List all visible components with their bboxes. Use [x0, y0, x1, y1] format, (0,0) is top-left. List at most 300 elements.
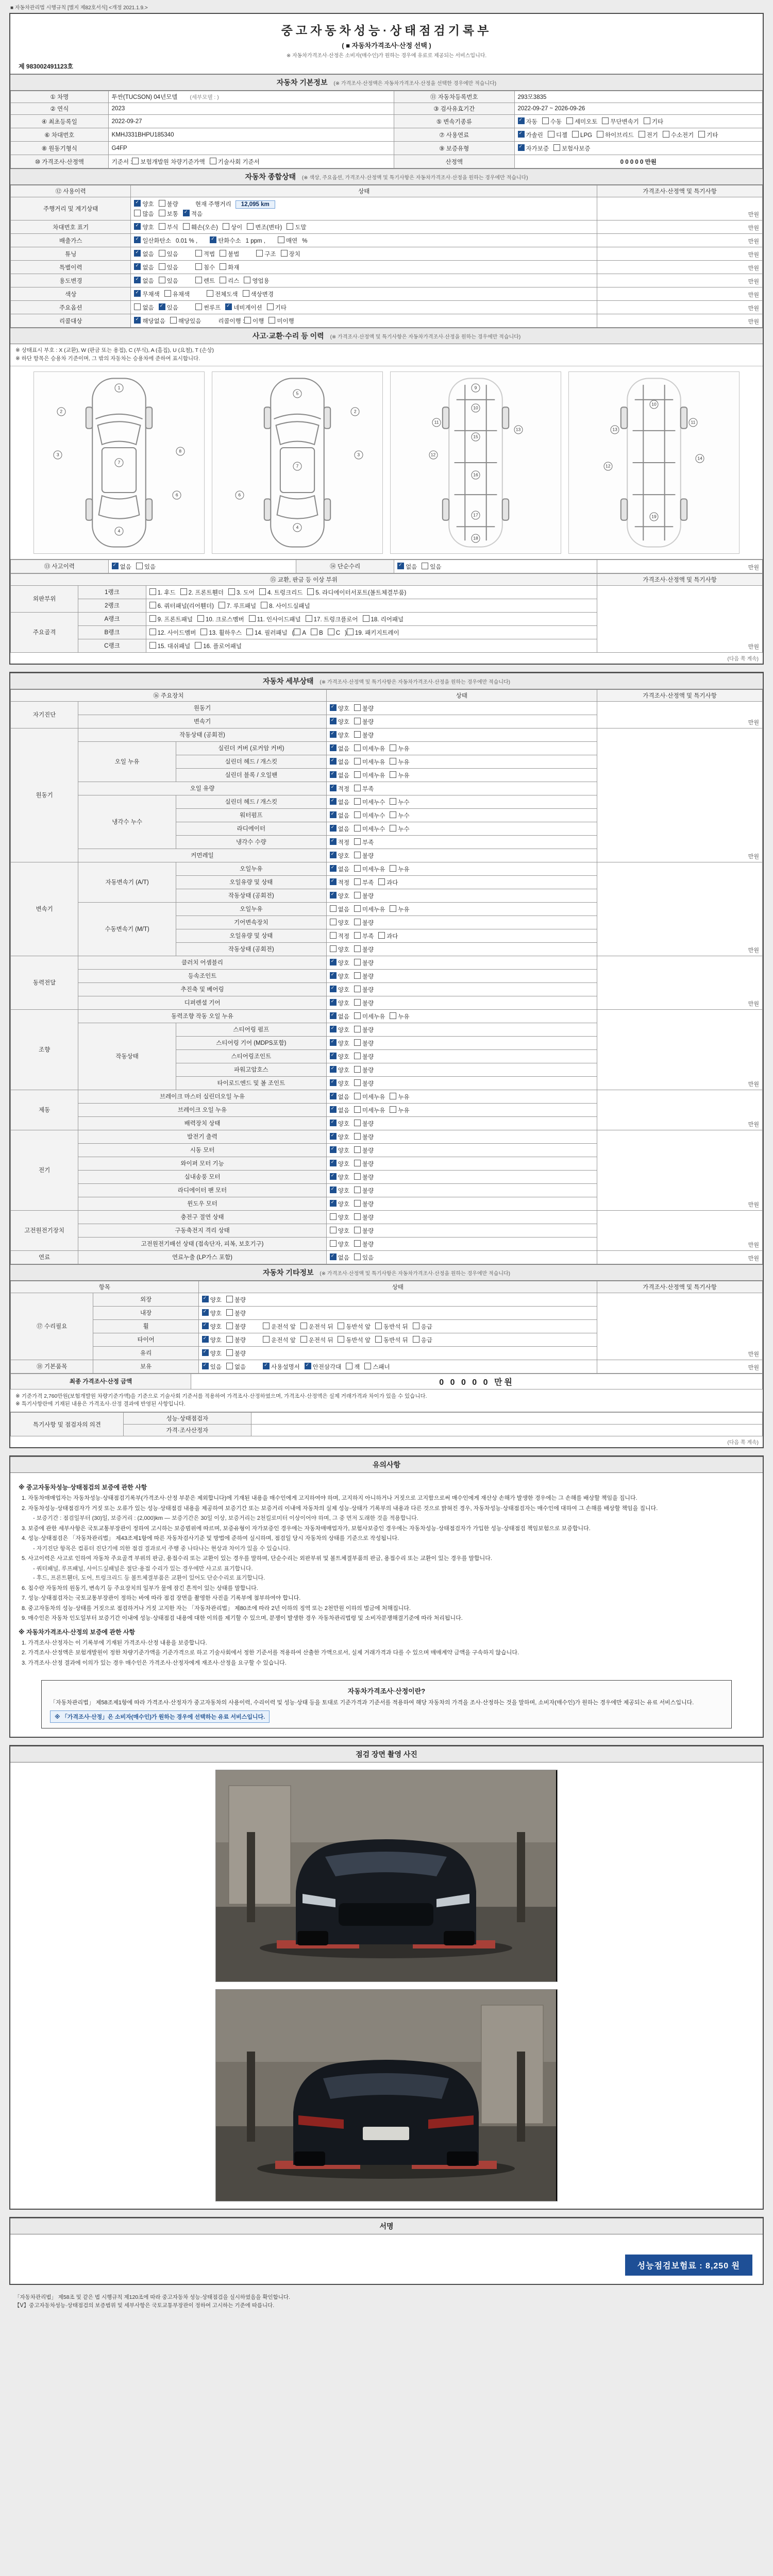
checkbox-icon[interactable] [183, 223, 190, 230]
checkbox-checked-icon[interactable] [134, 263, 141, 270]
checkbox-option[interactable] [354, 998, 374, 1007]
checkbox-icon[interactable] [354, 811, 361, 818]
checkbox-icon[interactable] [354, 1227, 361, 1233]
checkbox-option[interactable] [338, 1322, 371, 1331]
checkbox-option[interactable] [553, 144, 591, 152]
checkbox-checked-icon[interactable] [134, 317, 141, 324]
checkbox-option[interactable] [354, 1079, 374, 1088]
checkbox-option[interactable] [134, 249, 154, 258]
checkbox-option[interactable] [354, 811, 385, 820]
checkbox-option[interactable] [226, 1349, 246, 1358]
checkbox-option[interactable] [330, 771, 349, 779]
checkbox-checked-icon[interactable] [202, 1296, 209, 1302]
checkbox-checked-icon[interactable] [210, 236, 216, 243]
checkbox-option[interactable] [354, 757, 385, 766]
checkbox-option[interactable] [268, 316, 294, 325]
checkbox-option[interactable] [330, 1012, 349, 1021]
checkbox-icon[interactable] [197, 615, 204, 622]
checkbox-icon[interactable] [354, 731, 361, 738]
checkbox-icon[interactable] [548, 131, 554, 138]
checkbox-option[interactable] [244, 276, 269, 285]
checkbox-option[interactable] [663, 130, 694, 139]
checkbox-option[interactable] [225, 303, 262, 312]
checkbox-option[interactable] [354, 945, 374, 954]
checkbox-checked-icon[interactable] [330, 1160, 337, 1166]
checkbox-checked-icon[interactable] [134, 250, 141, 257]
checkbox-icon[interactable] [164, 290, 171, 297]
checkbox-checked-icon[interactable] [330, 972, 337, 979]
checkbox-option[interactable] [330, 851, 349, 860]
checkbox-checked-icon[interactable] [330, 986, 337, 992]
checkbox-icon[interactable] [354, 771, 361, 778]
checkbox-icon[interactable] [307, 588, 314, 595]
checkbox-option[interactable] [330, 958, 349, 967]
checkbox-option[interactable] [330, 1213, 349, 1222]
checkbox-icon[interactable] [413, 1323, 419, 1329]
checkbox-option[interactable] [183, 223, 218, 231]
checkbox-option[interactable] [330, 878, 349, 887]
checkbox-option[interactable] [354, 798, 385, 806]
checkbox-checked-icon[interactable] [202, 1336, 209, 1343]
checkbox-option[interactable] [364, 1362, 390, 1371]
checkbox-option[interactable] [330, 798, 349, 806]
checkbox-option[interactable] [597, 130, 634, 139]
checkbox-option[interactable] [390, 1092, 409, 1101]
checkbox-icon[interactable] [553, 144, 560, 151]
checkbox-icon[interactable] [363, 615, 369, 622]
checkbox-option[interactable] [226, 1295, 246, 1304]
checkbox-icon[interactable] [330, 905, 337, 912]
checkbox-option[interactable] [354, 1092, 385, 1101]
checkbox-option[interactable] [330, 998, 349, 1007]
checkbox-icon[interactable] [220, 250, 226, 257]
checkbox-icon[interactable] [354, 852, 361, 858]
checkbox-option[interactable] [210, 157, 260, 166]
checkbox-icon[interactable] [354, 825, 361, 832]
checkbox-icon[interactable] [306, 615, 312, 622]
checkbox-option[interactable] [330, 811, 349, 820]
checkbox-icon[interactable] [330, 1227, 337, 1233]
checkbox-checked-icon[interactable] [330, 865, 337, 872]
checkbox-checked-icon[interactable] [112, 563, 119, 569]
checkbox-icon[interactable] [159, 250, 165, 257]
checkbox-option[interactable] [134, 263, 154, 272]
checkbox-icon[interactable] [226, 1296, 233, 1302]
checkbox-option[interactable] [247, 223, 282, 231]
checkbox-option[interactable] [311, 628, 323, 636]
checkbox-option[interactable] [159, 249, 178, 258]
checkbox-icon[interactable] [566, 117, 573, 124]
checkbox-option[interactable] [134, 223, 154, 231]
checkbox-icon[interactable] [132, 158, 139, 164]
checkbox-option[interactable] [149, 641, 191, 650]
checkbox-icon[interactable] [330, 1240, 337, 1247]
checkbox-icon[interactable] [210, 158, 216, 164]
checkbox-option[interactable] [354, 824, 385, 833]
checkbox-option[interactable] [354, 1106, 385, 1114]
checkbox-option[interactable] [330, 1065, 349, 1074]
checkbox-checked-icon[interactable] [330, 1039, 337, 1046]
checkbox-option[interactable] [287, 223, 306, 231]
checkbox-icon[interactable] [354, 1079, 361, 1086]
checkbox-option[interactable] [330, 1119, 349, 1128]
checkbox-option[interactable] [226, 1322, 246, 1331]
checkbox-checked-icon[interactable] [134, 236, 141, 243]
checkbox-option[interactable] [330, 1173, 349, 1181]
checkbox-icon[interactable] [311, 629, 317, 635]
checkbox-icon[interactable] [249, 615, 256, 622]
checkbox-icon[interactable] [390, 1106, 396, 1113]
checkbox-option[interactable] [330, 824, 349, 833]
checkbox-option[interactable] [159, 209, 178, 218]
checkbox-option[interactable] [170, 316, 201, 325]
checkbox-icon[interactable] [602, 117, 609, 124]
checkbox-option[interactable] [164, 290, 190, 298]
checkbox-option[interactable] [330, 1186, 349, 1195]
checkbox-option[interactable] [330, 1253, 349, 1262]
checkbox-option[interactable] [354, 1253, 374, 1262]
checkbox-option[interactable] [518, 144, 549, 152]
checkbox-option[interactable] [330, 731, 349, 739]
checkbox-option[interactable] [134, 316, 165, 325]
checkbox-checked-icon[interactable] [263, 1363, 270, 1369]
checkbox-option[interactable] [330, 704, 349, 713]
checkbox-checked-icon[interactable] [330, 1173, 337, 1180]
checkbox-option[interactable] [390, 771, 409, 779]
checkbox-icon[interactable] [354, 892, 361, 899]
checkbox-icon[interactable] [390, 1093, 396, 1099]
checkbox-option[interactable] [330, 1199, 349, 1208]
checkbox-icon[interactable] [354, 1200, 361, 1207]
checkbox-option[interactable] [330, 1106, 349, 1114]
checkbox-icon[interactable] [346, 1363, 352, 1369]
checkbox-option[interactable] [136, 562, 156, 571]
checkbox-option[interactable] [542, 117, 562, 126]
checkbox-option[interactable] [518, 130, 543, 139]
checkbox-icon[interactable] [195, 263, 202, 270]
checkbox-option[interactable] [220, 276, 239, 285]
checkbox-icon[interactable] [597, 131, 603, 138]
checkbox-icon[interactable] [300, 1336, 307, 1343]
checkbox-icon[interactable] [330, 932, 337, 939]
checkbox-option[interactable] [226, 1309, 246, 1317]
checkbox-icon[interactable] [354, 972, 361, 979]
checkbox-icon[interactable] [354, 1253, 361, 1260]
checkbox-option[interactable] [347, 628, 399, 637]
checkbox-icon[interactable] [330, 919, 337, 925]
checkbox-option[interactable] [294, 628, 306, 636]
checkbox-icon[interactable] [223, 223, 229, 230]
checkbox-option[interactable] [566, 117, 597, 126]
checkbox-icon[interactable] [542, 117, 549, 124]
checkbox-icon[interactable] [149, 588, 156, 595]
checkbox-option[interactable] [390, 905, 409, 913]
checkbox-icon[interactable] [243, 290, 249, 297]
checkbox-icon[interactable] [390, 905, 396, 912]
checkbox-option[interactable] [330, 1240, 349, 1248]
checkbox-option[interactable] [226, 1362, 246, 1371]
checkbox-option[interactable] [390, 744, 409, 753]
checkbox-icon[interactable] [195, 303, 202, 310]
checkbox-option[interactable] [330, 972, 349, 980]
checkbox-checked-icon[interactable] [330, 838, 337, 845]
checkbox-checked-icon[interactable] [518, 131, 525, 138]
checkbox-option[interactable] [134, 199, 154, 208]
checkbox-option[interactable] [338, 1335, 371, 1344]
checkbox-checked-icon[interactable] [330, 878, 337, 885]
checkbox-option[interactable] [305, 1362, 342, 1371]
checkbox-icon[interactable] [220, 263, 226, 270]
checkbox-icon[interactable] [294, 629, 300, 635]
checkbox-option[interactable] [159, 263, 178, 272]
checkbox-option[interactable] [183, 209, 203, 218]
checkbox-checked-icon[interactable] [330, 1106, 337, 1113]
checkbox-option[interactable] [330, 905, 349, 913]
checkbox-icon[interactable] [195, 642, 201, 649]
checkbox-icon[interactable] [200, 629, 207, 635]
checkbox-checked-icon[interactable] [202, 1363, 209, 1369]
checkbox-option[interactable] [354, 918, 374, 927]
checkbox-icon[interactable] [378, 932, 385, 939]
checkbox-option[interactable] [518, 117, 537, 126]
checkbox-icon[interactable] [354, 718, 361, 724]
checkbox-checked-icon[interactable] [518, 144, 525, 151]
checkbox-icon[interactable] [354, 999, 361, 1006]
checkbox-checked-icon[interactable] [134, 223, 141, 230]
checkbox-icon[interactable] [149, 615, 156, 622]
checkbox-option[interactable] [413, 1322, 432, 1331]
checkbox-option[interactable] [210, 236, 241, 245]
checkbox-icon[interactable] [663, 131, 669, 138]
checkbox-checked-icon[interactable] [330, 798, 337, 805]
checkbox-icon[interactable] [354, 1240, 361, 1247]
checkbox-icon[interactable] [338, 1336, 344, 1343]
checkbox-option[interactable] [300, 1335, 333, 1344]
checkbox-option[interactable] [330, 1079, 349, 1088]
checkbox-option[interactable] [219, 601, 256, 610]
checkbox-checked-icon[interactable] [330, 718, 337, 724]
checkbox-option[interactable] [243, 290, 274, 298]
checkbox-icon[interactable] [180, 588, 187, 595]
checkbox-option[interactable] [159, 223, 178, 231]
checkbox-option[interactable] [354, 931, 374, 940]
checkbox-checked-icon[interactable] [330, 785, 337, 791]
checkbox-icon[interactable] [375, 1323, 382, 1329]
checkbox-icon[interactable] [354, 986, 361, 992]
checkbox-icon[interactable] [159, 223, 165, 230]
checkbox-option[interactable] [330, 985, 349, 994]
checkbox-option[interactable] [330, 891, 349, 900]
checkbox-icon[interactable] [354, 865, 361, 872]
checkbox-icon[interactable] [354, 785, 361, 791]
checkbox-option[interactable] [354, 958, 374, 967]
checkbox-icon[interactable] [354, 1187, 361, 1193]
checkbox-option[interactable] [261, 601, 310, 610]
checkbox-option[interactable] [354, 1199, 374, 1208]
checkbox-option[interactable] [354, 1186, 374, 1195]
checkbox-option[interactable] [638, 130, 658, 139]
checkbox-option[interactable] [149, 588, 176, 597]
checkbox-option[interactable] [202, 1362, 222, 1371]
checkbox-option[interactable] [330, 717, 349, 726]
checkbox-option[interactable] [134, 236, 171, 245]
checkbox-icon[interactable] [572, 131, 579, 138]
checkbox-icon[interactable] [354, 919, 361, 925]
checkbox-option[interactable] [346, 1362, 360, 1371]
checkbox-icon[interactable] [354, 945, 361, 952]
checkbox-option[interactable] [354, 878, 374, 887]
checkbox-option[interactable] [263, 1362, 300, 1371]
checkbox-checked-icon[interactable] [330, 704, 337, 711]
checkbox-icon[interactable] [390, 865, 396, 872]
checkbox-checked-icon[interactable] [330, 852, 337, 858]
checkbox-icon[interactable] [375, 1336, 382, 1343]
checkbox-icon[interactable] [338, 1323, 344, 1329]
checkbox-icon[interactable] [281, 250, 288, 257]
checkbox-option[interactable] [267, 303, 287, 312]
checkbox-option[interactable] [197, 615, 244, 623]
checkbox-icon[interactable] [390, 1012, 396, 1019]
checkbox-icon[interactable] [354, 1146, 361, 1153]
checkbox-icon[interactable] [390, 811, 396, 818]
checkbox-icon[interactable] [354, 1213, 361, 1220]
checkbox-option[interactable] [223, 223, 242, 231]
checkbox-option[interactable] [195, 641, 242, 650]
checkbox-option[interactable] [354, 784, 374, 793]
checkbox-option[interactable] [330, 1092, 349, 1101]
checkbox-icon[interactable] [390, 825, 396, 832]
checkbox-icon[interactable] [263, 1323, 270, 1329]
checkbox-icon[interactable] [149, 629, 156, 635]
checkbox-checked-icon[interactable] [202, 1323, 209, 1329]
checkbox-icon[interactable] [226, 1309, 233, 1316]
checkbox-option[interactable] [244, 316, 264, 325]
checkbox-icon[interactable] [134, 303, 141, 310]
checkbox-option[interactable] [330, 757, 349, 766]
checkbox-option[interactable] [375, 1335, 408, 1344]
checkbox-icon[interactable] [256, 250, 263, 257]
checkbox-option[interactable] [134, 209, 154, 218]
checkbox-option[interactable] [159, 199, 178, 208]
checkbox-icon[interactable] [354, 959, 361, 965]
checkbox-option[interactable] [390, 824, 409, 833]
checkbox-checked-icon[interactable] [330, 771, 337, 778]
checkbox-option[interactable] [180, 588, 224, 597]
checkbox-option[interactable] [330, 865, 349, 873]
checkbox-option[interactable] [149, 615, 193, 623]
checkbox-option[interactable] [390, 757, 409, 766]
checkbox-checked-icon[interactable] [330, 1146, 337, 1153]
checkbox-checked-icon[interactable] [330, 1012, 337, 1019]
checkbox-checked-icon[interactable] [330, 1093, 337, 1099]
checkbox-icon[interactable] [354, 1066, 361, 1073]
checkbox-option[interactable] [354, 972, 374, 980]
checkbox-icon[interactable] [170, 317, 177, 324]
checkbox-icon[interactable] [354, 878, 361, 885]
checkbox-option[interactable] [228, 588, 255, 597]
checkbox-option[interactable] [354, 838, 374, 846]
checkbox-option[interactable] [354, 1132, 374, 1141]
checkbox-option[interactable] [378, 878, 398, 887]
checkbox-icon[interactable] [328, 629, 334, 635]
checkbox-option[interactable] [354, 744, 385, 753]
checkbox-icon[interactable] [354, 744, 361, 751]
checkbox-checked-icon[interactable] [330, 1053, 337, 1059]
checkbox-checked-icon[interactable] [330, 1066, 337, 1073]
checkbox-icon[interactable] [159, 210, 165, 216]
checkbox-checked-icon[interactable] [330, 758, 337, 765]
checkbox-checked-icon[interactable] [518, 117, 525, 124]
checkbox-option[interactable] [330, 1025, 349, 1034]
checkbox-icon[interactable] [354, 1106, 361, 1113]
checkbox-option[interactable] [330, 744, 349, 753]
checkbox-option[interactable] [354, 851, 374, 860]
checkbox-option[interactable] [378, 931, 398, 940]
checkbox-icon[interactable] [159, 277, 165, 283]
checkbox-icon[interactable] [354, 1173, 361, 1180]
checkbox-icon[interactable] [354, 838, 361, 845]
checkbox-icon[interactable] [354, 1120, 361, 1126]
checkbox-icon[interactable] [644, 117, 650, 124]
checkbox-checked-icon[interactable] [330, 959, 337, 965]
checkbox-option[interactable] [354, 704, 374, 713]
checkbox-option[interactable] [259, 588, 303, 597]
checkbox-option[interactable] [354, 1213, 374, 1222]
checkbox-option[interactable] [330, 1146, 349, 1155]
checkbox-option[interactable] [330, 931, 349, 940]
checkbox-icon[interactable] [246, 629, 253, 635]
checkbox-option[interactable] [390, 1012, 409, 1021]
checkbox-option[interactable] [328, 628, 340, 636]
checkbox-option[interactable] [354, 865, 385, 873]
checkbox-option[interactable] [149, 601, 214, 610]
checkbox-checked-icon[interactable] [330, 825, 337, 832]
checkbox-option[interactable] [132, 157, 205, 166]
checkbox-icon[interactable] [378, 878, 385, 885]
checkbox-icon[interactable] [226, 1349, 233, 1356]
checkbox-option[interactable] [422, 562, 441, 571]
checkbox-checked-icon[interactable] [134, 290, 141, 297]
checkbox-icon[interactable] [354, 1026, 361, 1032]
checkbox-option[interactable] [390, 1106, 409, 1114]
checkbox-option[interactable] [354, 1159, 374, 1168]
checkbox-checked-icon[interactable] [330, 1187, 337, 1193]
checkbox-icon[interactable] [287, 223, 293, 230]
checkbox-option[interactable] [134, 303, 154, 312]
checkbox-option[interactable] [200, 628, 242, 637]
checkbox-option[interactable] [330, 1132, 349, 1141]
checkbox-option[interactable] [390, 811, 409, 820]
checkbox-checked-icon[interactable] [330, 1200, 337, 1207]
checkbox-icon[interactable] [413, 1336, 419, 1343]
checkbox-option[interactable] [354, 717, 374, 726]
checkbox-icon[interactable] [134, 210, 141, 216]
checkbox-icon[interactable] [226, 1323, 233, 1329]
checkbox-icon[interactable] [220, 277, 226, 283]
checkbox-option[interactable] [220, 249, 239, 258]
checkbox-icon[interactable] [228, 588, 235, 595]
checkbox-option[interactable] [195, 276, 215, 285]
checkbox-checked-icon[interactable] [330, 1079, 337, 1086]
checkbox-option[interactable] [278, 236, 297, 245]
checkbox-icon[interactable] [244, 277, 250, 283]
checkbox-icon[interactable] [354, 1012, 361, 1019]
checkbox-icon[interactable] [638, 131, 645, 138]
checkbox-option[interactable] [602, 117, 639, 126]
checkbox-option[interactable] [202, 1335, 222, 1344]
checkbox-checked-icon[interactable] [330, 999, 337, 1006]
checkbox-option[interactable] [330, 1226, 349, 1235]
